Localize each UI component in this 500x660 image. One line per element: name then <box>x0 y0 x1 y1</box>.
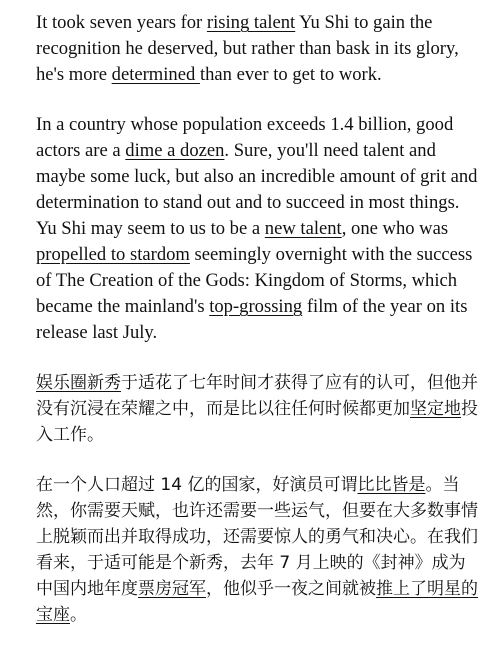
zh-p1-text-segment: 投入工作。 <box>36 399 478 445</box>
zh-p1-underlined-term: 娱乐圈新秀 <box>36 373 121 393</box>
en-p1-underlined-term: determined <box>111 64 200 85</box>
zh-p2-text-segment: 在一个人口超过 14 亿的国家，好演员可谓 <box>36 475 358 495</box>
en-p1-text-segment: It took seven years for <box>36 12 207 33</box>
chinese-paragraph-2 <box>36 472 480 628</box>
english-paragraph-1 <box>36 10 480 88</box>
zh-p1-text-segment: 于适花了七年时间才获得了应有的认可，但他并没有沉浸在荣耀之中，而是比以往任何时候都更加 <box>36 373 478 419</box>
zh-p2-text-segment: ，他似乎一夜之间就被 <box>206 579 376 599</box>
chinese-paragraph-1 <box>36 370 480 448</box>
en-p1-text-segment: than ever to get to work. <box>199 64 382 85</box>
en-p2-underlined-term: top-grossing <box>209 296 303 317</box>
en-p2-text-segment: , one who was <box>341 218 449 239</box>
zh-p2-underlined-term: 推上了明星的宝座 <box>36 579 478 625</box>
en-p1-underlined-term: rising talent <box>206 12 296 33</box>
en-p2-text-segment: . Sure, you'll need talent and maybe some luck, but also an incredible amount of grit and determination to stand out and to succeed in most things. Yu Shi may seem to us to be a <box>36 140 478 239</box>
en-p2-text-segment: seemingly overnight with the success of The Creation of the Gods: Kingdom of Storms, which became the mainland's <box>36 244 473 317</box>
zh-p2-text-segment: 。 <box>70 605 87 625</box>
en-p1-text-segment: Yu Shi to gain the recognition he deserved, but rather than bask in its glory, he's more <box>36 12 459 85</box>
en-p2-text-segment: In a country whose population exceeds 1.4 billion, good actors are a <box>36 114 454 161</box>
english-paragraph-2 <box>36 112 480 346</box>
en-p2-underlined-term: new talent <box>264 218 342 239</box>
en-p2-underlined-term: dime a dozen <box>125 140 225 161</box>
zh-p2-text-segment: 。当然，你需要天赋，也许还需要一些运气，但要在大多数事情上脱颖而出并取得成功，还需要惊人的勇气和决心。在我们看来，于适可能是个新秀，去年 7 月上映的《封神》成为中国内地年度 <box>36 475 478 599</box>
zh-p1-underlined-term: 坚定地 <box>410 399 461 419</box>
zh-p2-underlined-term: 票房冠军 <box>138 579 206 599</box>
en-p2-text-segment: film of the year on its release last July. <box>36 296 468 343</box>
en-p2-underlined-term: propelled to stardom <box>36 244 190 265</box>
zh-p2-underlined-term: 比比皆是 <box>357 475 426 495</box>
